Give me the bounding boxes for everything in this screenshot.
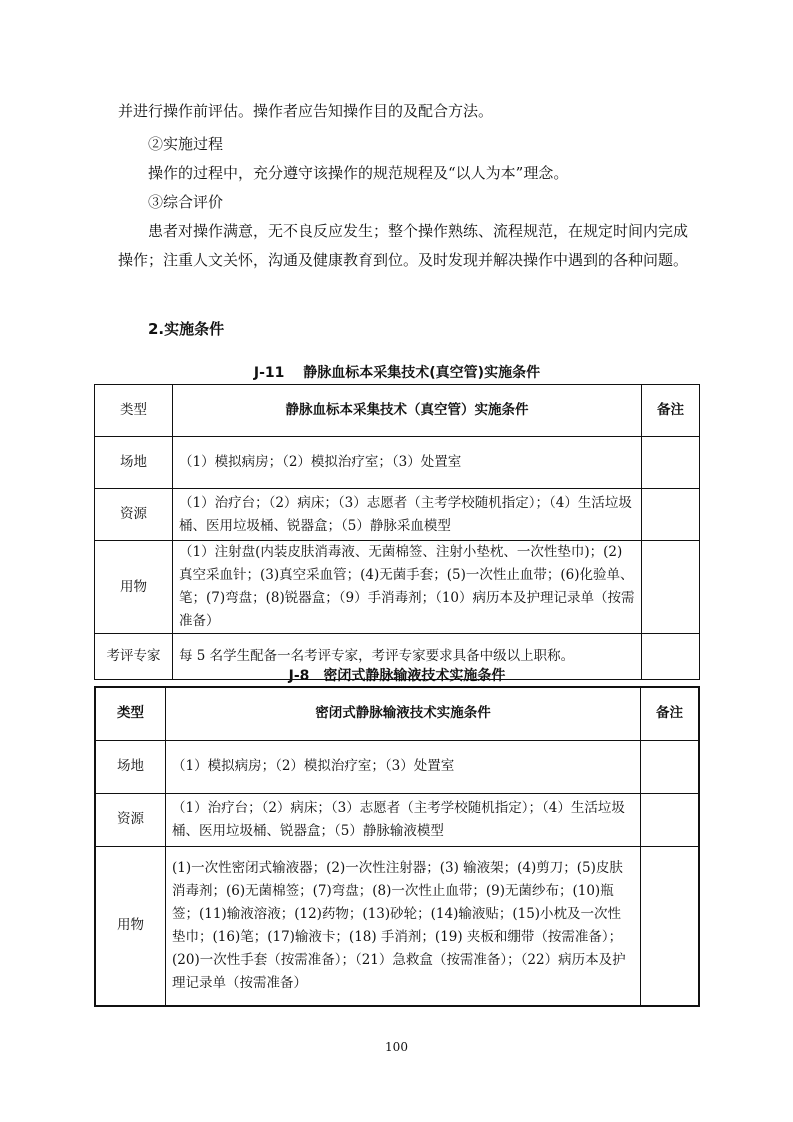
row-content: （1）模拟病房；（2）模拟治疗室；（3）处置室 xyxy=(166,740,641,793)
row-note xyxy=(641,846,700,1006)
table-row xyxy=(95,846,699,1006)
table-row xyxy=(95,740,699,793)
row-type: 资源 xyxy=(95,489,173,541)
header-type: 类型 xyxy=(95,687,166,740)
row-note xyxy=(642,489,700,541)
row-note xyxy=(642,541,700,634)
paragraph: 并进行操作前评估。操作者应告知操作目的及配合方法。 xyxy=(118,102,494,120)
row-type: 场地 xyxy=(95,437,173,489)
table-caption: J-11 静脉血标本采集技术(真空管)实施条件 xyxy=(253,365,541,381)
row-content: （1）治疗台；（2）病床；（3）志愿者（主考学校随机指定）；（4）生活垃圾桶、医用垃圾桶、锐器盒；（5）静脉输液模型 xyxy=(166,793,641,846)
header-conditions: 密闭式静脉输液技术实施条件 xyxy=(166,687,641,740)
row-content: （1）模拟病房；（2）模拟治疗室；（3）处置室 xyxy=(173,437,642,489)
step-heading: ②实施过程 xyxy=(148,135,224,153)
step-heading: ③综合评价 xyxy=(148,193,224,211)
row-content: （1）注射盘(内装皮肤消毒液、无菌棉签、注射小垫枕、一次性垫巾)；(2)真空采血针；(3)真空采血管；(4)无菌手套；(5)一次性止血带；(6)化验单、笔；(7)弯盘；(8)锐器盒；（9）手消毒剂；（10）病历本及护理记录单（按需准备） xyxy=(173,541,642,634)
row-note xyxy=(641,793,700,846)
table-caption: J-8 密闭式静脉输液技术实施条件 xyxy=(288,668,506,684)
header-notes: 备注 xyxy=(641,687,700,740)
row-content: 每 5 名学生配备一名考评专家，考评专家要求具备中级以上职称。 xyxy=(173,634,642,680)
page-number: 100 xyxy=(385,1040,408,1054)
table-header-row xyxy=(95,687,699,740)
row-type: 用物 xyxy=(95,846,166,1006)
table-row xyxy=(95,541,700,634)
header-conditions: 静脉血标本采集技术（真空管）实施条件 xyxy=(173,385,642,437)
row-type: 考评专家 xyxy=(95,634,173,680)
header-notes: 备注 xyxy=(642,385,700,437)
section-title: 2.实施条件 xyxy=(148,320,225,338)
header-type: 类型 xyxy=(95,385,173,437)
row-note xyxy=(641,740,700,793)
table-header-row xyxy=(95,385,700,437)
table-row xyxy=(95,793,699,846)
row-content: (1)一次性密闭式输液器；(2)一次性注射器；(3) 输液架；(4)剪刀；(5)皮肤消毒剂；(6)无菌棉签；(7)弯盘；(8)一次性止血带；(9)无菌纱布；(10)瓶签；(11)输液溶液；(12)药物；(13)砂轮；(14)输液贴；(15)小枕及一次性垫巾；(16)笔；(17)输液卡；(18) 手消剂；(19) 夹板和绷带（按需准备）；(20)一次性手套（按需准备）；（21）急救盒（按需准备）；（22）病历本及护理记录单（按需准备） xyxy=(166,846,641,1006)
conditions-table-j11 xyxy=(94,384,700,680)
row-content: （1）治疗台；（2）病床；（3）志愿者（主考学校随机指定）；（4）生活垃圾桶、医用垃圾桶、锐器盒；（5）静脉采血模型 xyxy=(173,489,642,541)
row-type: 资源 xyxy=(95,793,166,846)
paragraph: 操作的过程中，充分遵守该操作的规范规程及“以人为本”理念。 xyxy=(148,164,569,182)
paragraph: 患者对操作满意，无不良反应发生；整个操作熟练、流程规范，在规定时间内完成操作；注重人文关怀，沟通及健康教育到位。及时发现并解决操作中遇到的各种问题。 xyxy=(118,222,689,269)
row-type: 用物 xyxy=(95,541,173,634)
conditions-table-j8 xyxy=(94,686,700,1007)
row-note xyxy=(642,437,700,489)
table-row xyxy=(95,489,700,541)
table-row xyxy=(95,437,700,489)
row-type: 场地 xyxy=(95,740,166,793)
